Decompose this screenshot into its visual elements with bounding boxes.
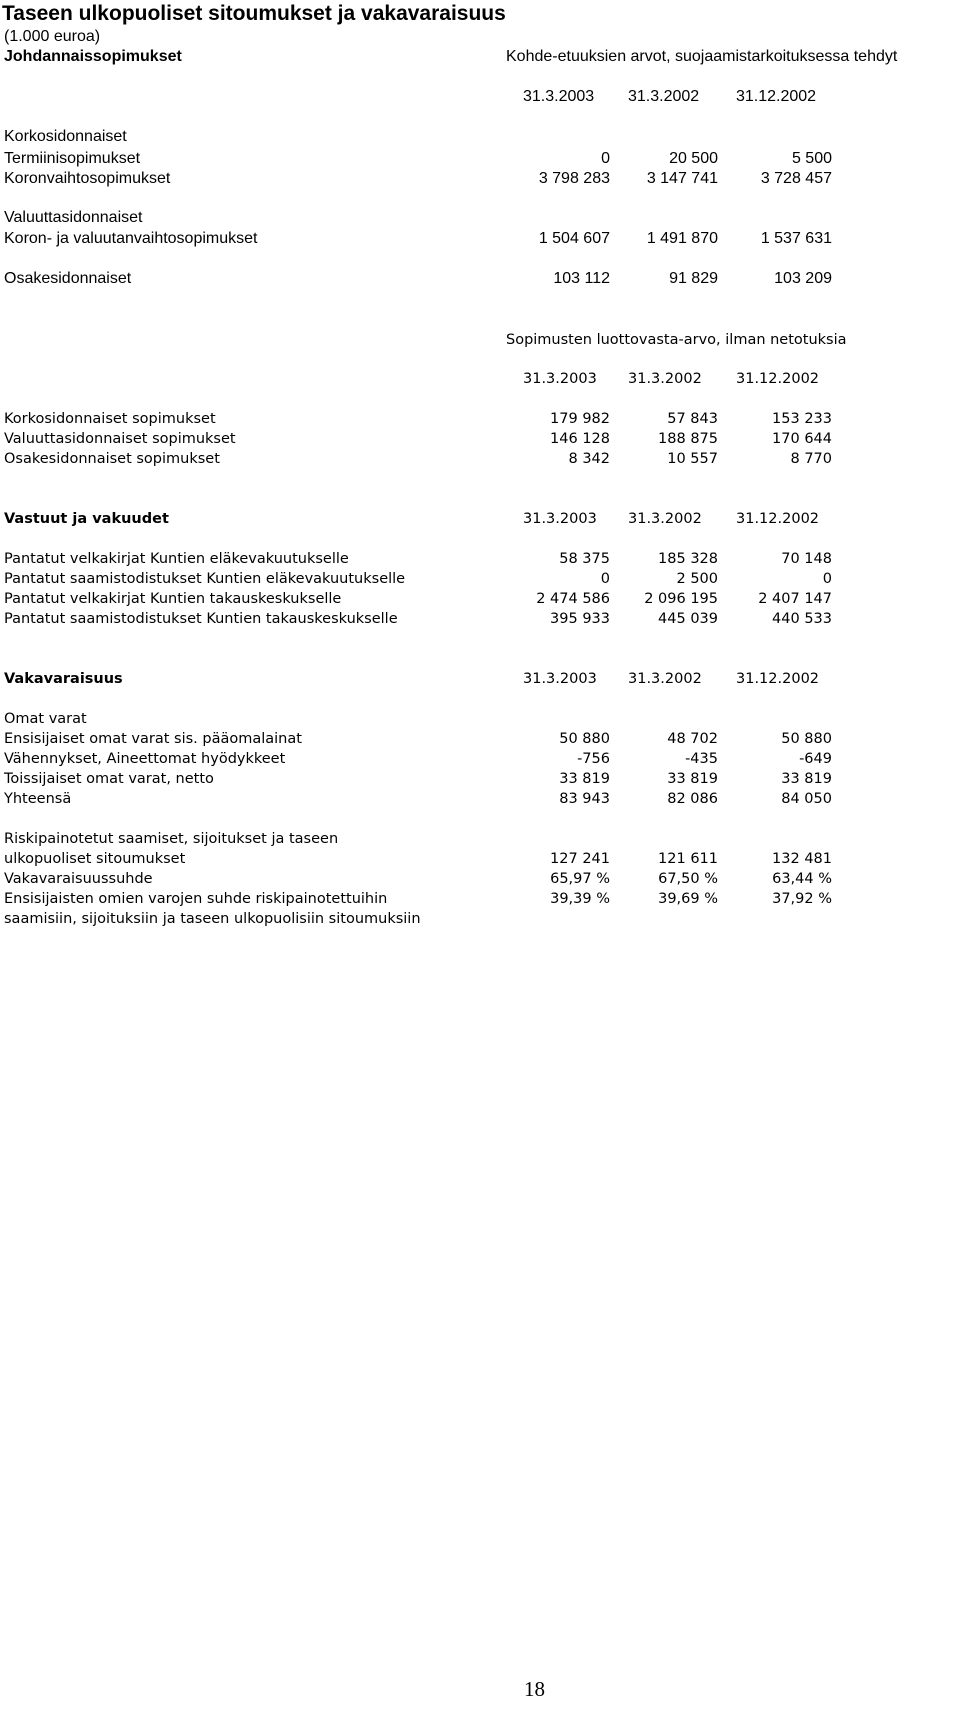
- row-value: 170 644: [772, 431, 832, 447]
- row-value: 65,97 %: [550, 871, 610, 887]
- row-value: 103 112: [553, 270, 610, 287]
- row-value: 37,92 %: [772, 891, 832, 907]
- row-value: 132 481: [772, 851, 832, 867]
- row-value: 39,39 %: [550, 891, 610, 907]
- row-value: 1 537 631: [760, 230, 832, 247]
- row-label: Riskipainotetut saamiset, sijoitukset ja taseen: [4, 831, 339, 847]
- row-value: 2 500: [676, 571, 718, 587]
- row-value: 8 342: [568, 451, 610, 467]
- row-value: 33 819: [781, 771, 832, 787]
- page-number: 18: [524, 1677, 545, 1701]
- row-value: 395 933: [550, 611, 610, 627]
- unit-note: (1.000 euroa): [4, 28, 101, 45]
- row-value: 33 819: [667, 771, 718, 787]
- row-value: 103 209: [774, 270, 832, 287]
- date-header-2: 31.3.2002: [628, 671, 702, 687]
- row-value: 153 233: [772, 411, 832, 427]
- row-label: Yhteensä: [4, 791, 72, 807]
- row-value: 63,44 %: [772, 871, 832, 887]
- row-value: -649: [799, 751, 832, 767]
- row-value: 185 328: [658, 551, 718, 567]
- date-header-2: 31.3.2002: [628, 511, 702, 527]
- row-value: 3 798 283: [538, 170, 610, 187]
- row-value: 57 843: [667, 411, 718, 427]
- date-header-3: 31.12.2002: [736, 511, 820, 527]
- row-value: 445 039: [658, 611, 718, 627]
- row-value: 58 375: [559, 551, 610, 567]
- group-label-currency: Valuuttasidonnaiset: [4, 209, 143, 226]
- row-value: 70 148: [781, 551, 832, 567]
- row-label: Ensisijaiset omat varat sis. pääomalainat: [4, 731, 302, 747]
- row-label: Toissijaiset omat varat, netto: [4, 771, 214, 787]
- row-label: Koronvaihtosopimukset: [4, 170, 171, 187]
- section-subheading-underlying-values: Kohde-etuuksien arvot, suojaamistarkoituksessa tehdyt: [506, 48, 898, 65]
- row-value: 0: [822, 571, 832, 587]
- row-value: 1 491 870: [646, 230, 718, 247]
- row-value: 0: [601, 150, 610, 167]
- row-label: Vähennykset, Aineettomat hyödykkeet: [4, 751, 286, 767]
- row-value: 2 407 147: [758, 591, 832, 607]
- row-value: -756: [577, 751, 610, 767]
- row-value: 2 096 195: [644, 591, 718, 607]
- row-label: ulkopuoliset sitoumukset: [4, 851, 186, 867]
- row-label: Pantatut velkakirjat Kuntien takauskeskukselle: [4, 591, 342, 607]
- row-label: Valuuttasidonnaiset sopimukset: [4, 431, 236, 447]
- date-header-2: 31.3.2002: [628, 88, 700, 105]
- row-value: 48 702: [667, 731, 718, 747]
- row-label: Termiinisopimukset: [4, 150, 141, 167]
- row-label: Ensisijaisten omien varojen suhde riskipainotettuihin: [4, 891, 388, 907]
- row-value: 1 504 607: [538, 230, 610, 247]
- row-label: Osakesidonnaiset sopimukset: [4, 451, 220, 467]
- row-value: 33 819: [559, 771, 610, 787]
- row-label: Koron- ja valuutanvaihtosopimukset: [4, 230, 258, 247]
- date-header-1: 31.3.2003: [523, 371, 597, 387]
- row-value: -435: [685, 751, 718, 767]
- section-heading-commitments: Vastuut ja vakuudet: [4, 511, 169, 527]
- row-value: 20 500: [669, 150, 718, 167]
- row-value: 179 982: [550, 411, 610, 427]
- date-header-3: 31.12.2002: [736, 371, 820, 387]
- section-heading-capital-adequacy: Vakavaraisuus: [4, 671, 123, 687]
- row-value: 39,69 %: [658, 891, 718, 907]
- page-title: Taseen ulkopuoliset sitoumukset ja vakavaraisuus: [2, 2, 506, 25]
- row-value: 83 943: [559, 791, 610, 807]
- row-value: 3 728 457: [760, 170, 832, 187]
- row-value: 50 880: [559, 731, 610, 747]
- row-value: 188 875: [658, 431, 718, 447]
- row-value: 50 880: [781, 731, 832, 747]
- row-label: Vakavaraisuussuhde: [4, 871, 153, 887]
- row-label: Korkosidonnaiset sopimukset: [4, 411, 216, 427]
- date-header-1: 31.3.2003: [523, 511, 597, 527]
- row-label: Pantatut velkakirjat Kuntien eläkevakuutukselle: [4, 551, 349, 567]
- date-header-1: 31.3.2003: [523, 671, 597, 687]
- row-value: 5 500: [791, 150, 832, 167]
- row-value: 91 829: [669, 270, 718, 287]
- row-value: 127 241: [550, 851, 610, 867]
- group-label-interest: Korkosidonnaiset: [4, 128, 127, 145]
- date-header-2: 31.3.2002: [628, 371, 702, 387]
- row-value: 2 474 586: [536, 591, 610, 607]
- date-header-3: 31.12.2002: [736, 88, 817, 105]
- row-label: Osakesidonnaiset: [4, 270, 132, 287]
- row-value: 146 128: [550, 431, 610, 447]
- date-header-1: 31.3.2003: [523, 88, 595, 105]
- row-value: 10 557: [667, 451, 718, 467]
- section-heading-credit-equivalent: Sopimusten luottovasta-arvo, ilman netotuksia: [506, 332, 847, 348]
- row-label: saamisiin, sijoituksiin ja taseen ulkopuolisiin sitoumuksiin: [4, 911, 421, 927]
- row-value: 3 147 741: [646, 170, 718, 187]
- row-value: 67,50 %: [658, 871, 718, 887]
- date-header-3: 31.12.2002: [736, 671, 820, 687]
- section-heading-derivatives: Johdannaissopimukset: [4, 48, 182, 65]
- row-value: 82 086: [667, 791, 718, 807]
- row-value: 121 611: [658, 851, 718, 867]
- row-value: 440 533: [772, 611, 832, 627]
- row-label: Pantatut saamistodistukset Kuntien takauskeskukselle: [4, 611, 398, 627]
- row-label: Pantatut saamistodistukset Kuntien eläkevakuutukselle: [4, 571, 406, 587]
- row-value: 0: [600, 571, 610, 587]
- row-value: 8 770: [790, 451, 832, 467]
- group-label-own-funds: Omat varat: [4, 711, 87, 727]
- row-value: 84 050: [781, 791, 832, 807]
